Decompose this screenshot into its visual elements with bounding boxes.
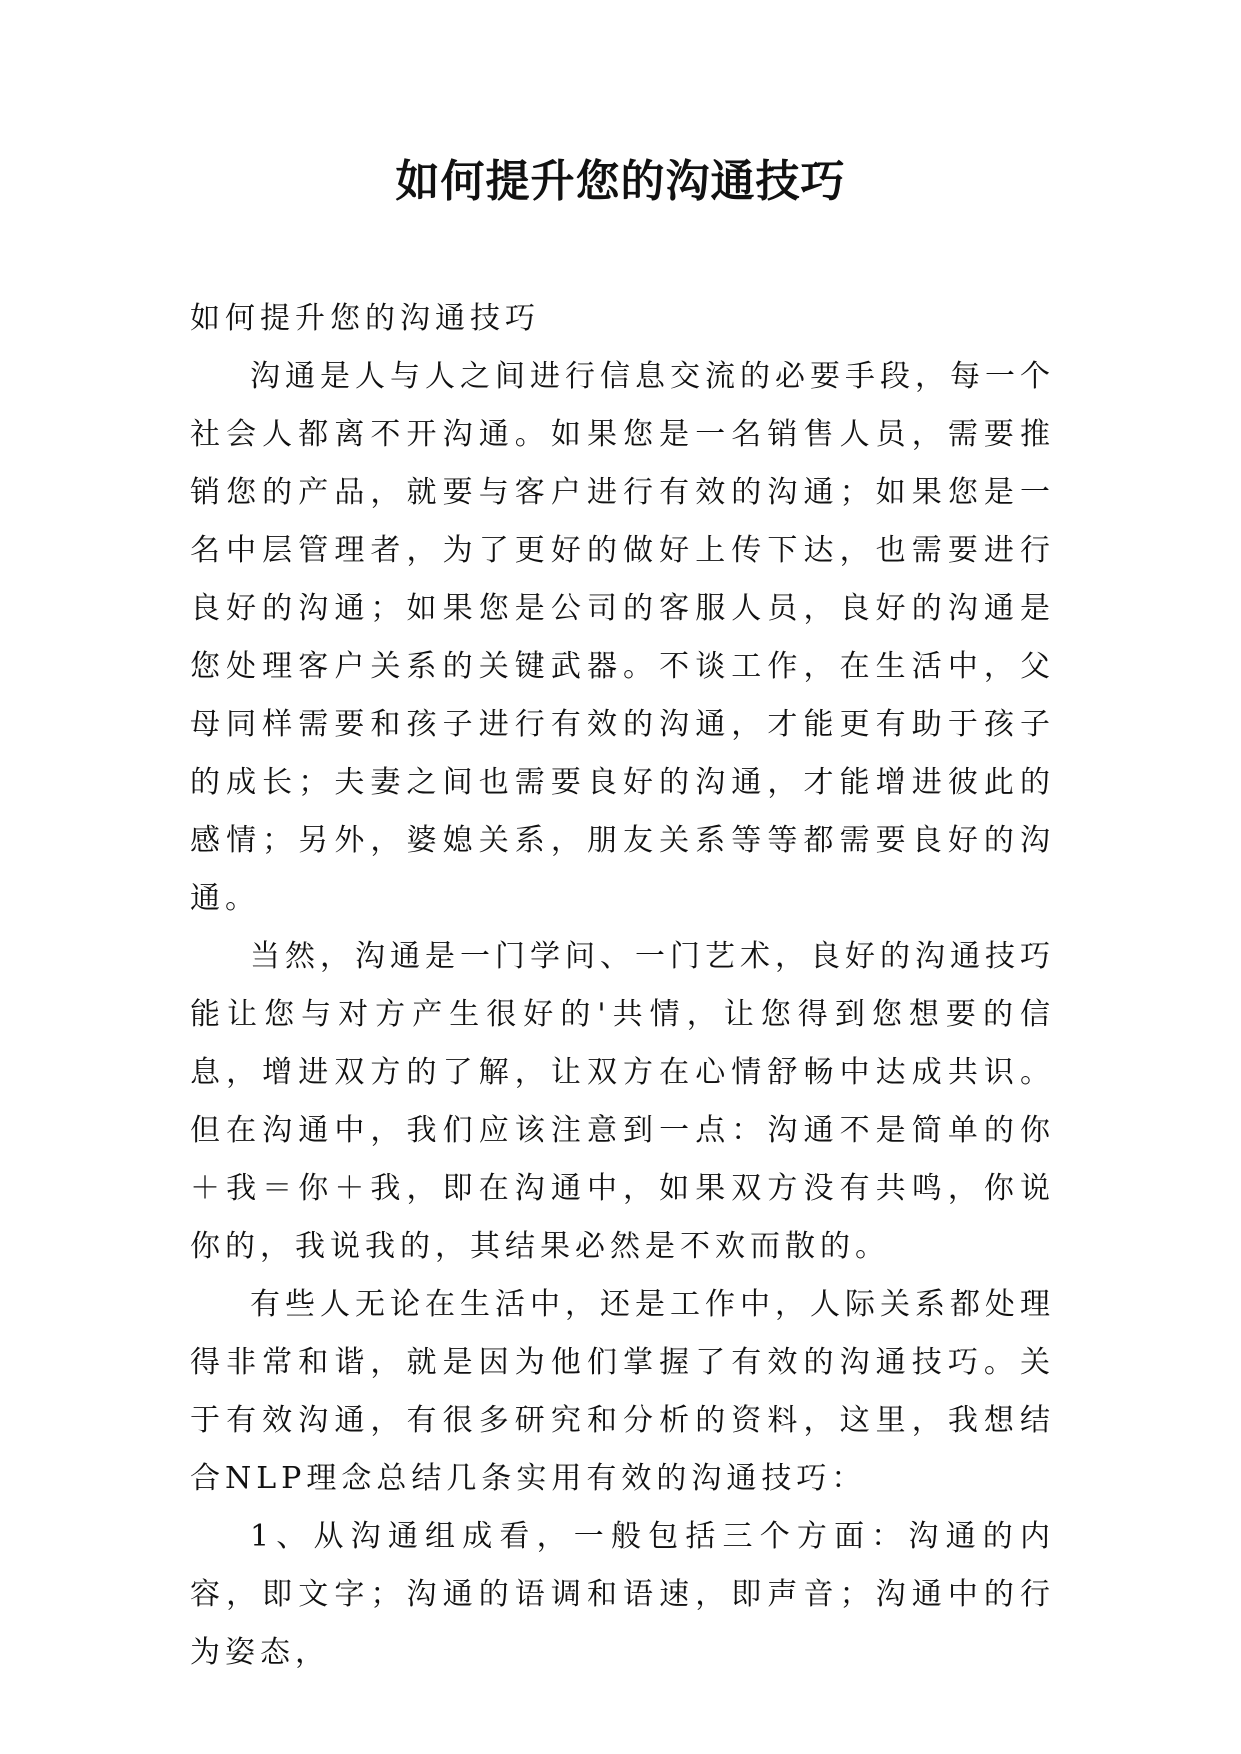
page-title: 如何提升您的沟通技巧 [395,156,846,207]
document-body [190,290,1055,1682]
document-subtitle: 如何提升您的沟通技巧 [190,301,540,336]
paragraph-2: 当然，沟通是一门学问、一门艺术，良好的沟通技巧能让您与对方产生很好的'共情，让您得到您想要的信息，增进双方的了解，让双方在心情舒畅中达成共识。但在沟通中，我们应该注意到一点：沟通不是简单的你＋我＝你＋我，即在沟通中，如果双方没有共鸣，你说你的，我说我的，其结果必然是不欢而散的。 [190,939,1055,1264]
paragraph-1: 沟通是人与人之间进行信息交流的必要手段，每一个社会人都离不开沟通。如果您是一名销售人员，需要推销您的产品，就要与客户进行有效的沟通；如果您是一名中层管理者，为了更好的做好上传下达，也需要进行良好的沟通；如果您是公司的客服人员，良好的沟通是您处理客户关系的关键武器。不谈工作，在生活中，父母同样需要和孩子进行有效的沟通，才能更有助于孩子的成长；夫妻之间也需要良好的沟通，才能增进彼此的感情；另外，婆媳关系，朋友关系等等都需要良好的沟通。 [190,359,1055,916]
paragraph-3: 有些人无论在生活中，还是工作中，人际关系都处理得非常和谐，就是因为他们掌握了有效的沟通技巧。关于有效沟通，有很多研究和分析的资料，这里，我想结合NLP理念总结几条实用有效的沟通技巧： [190,1287,1055,1496]
paragraph-4: 1、从沟通组成看，一般包括三个方面：沟通的内容，即文字；沟通的语调和语速，即声音；沟通中的行为姿态， [190,1519,1055,1670]
